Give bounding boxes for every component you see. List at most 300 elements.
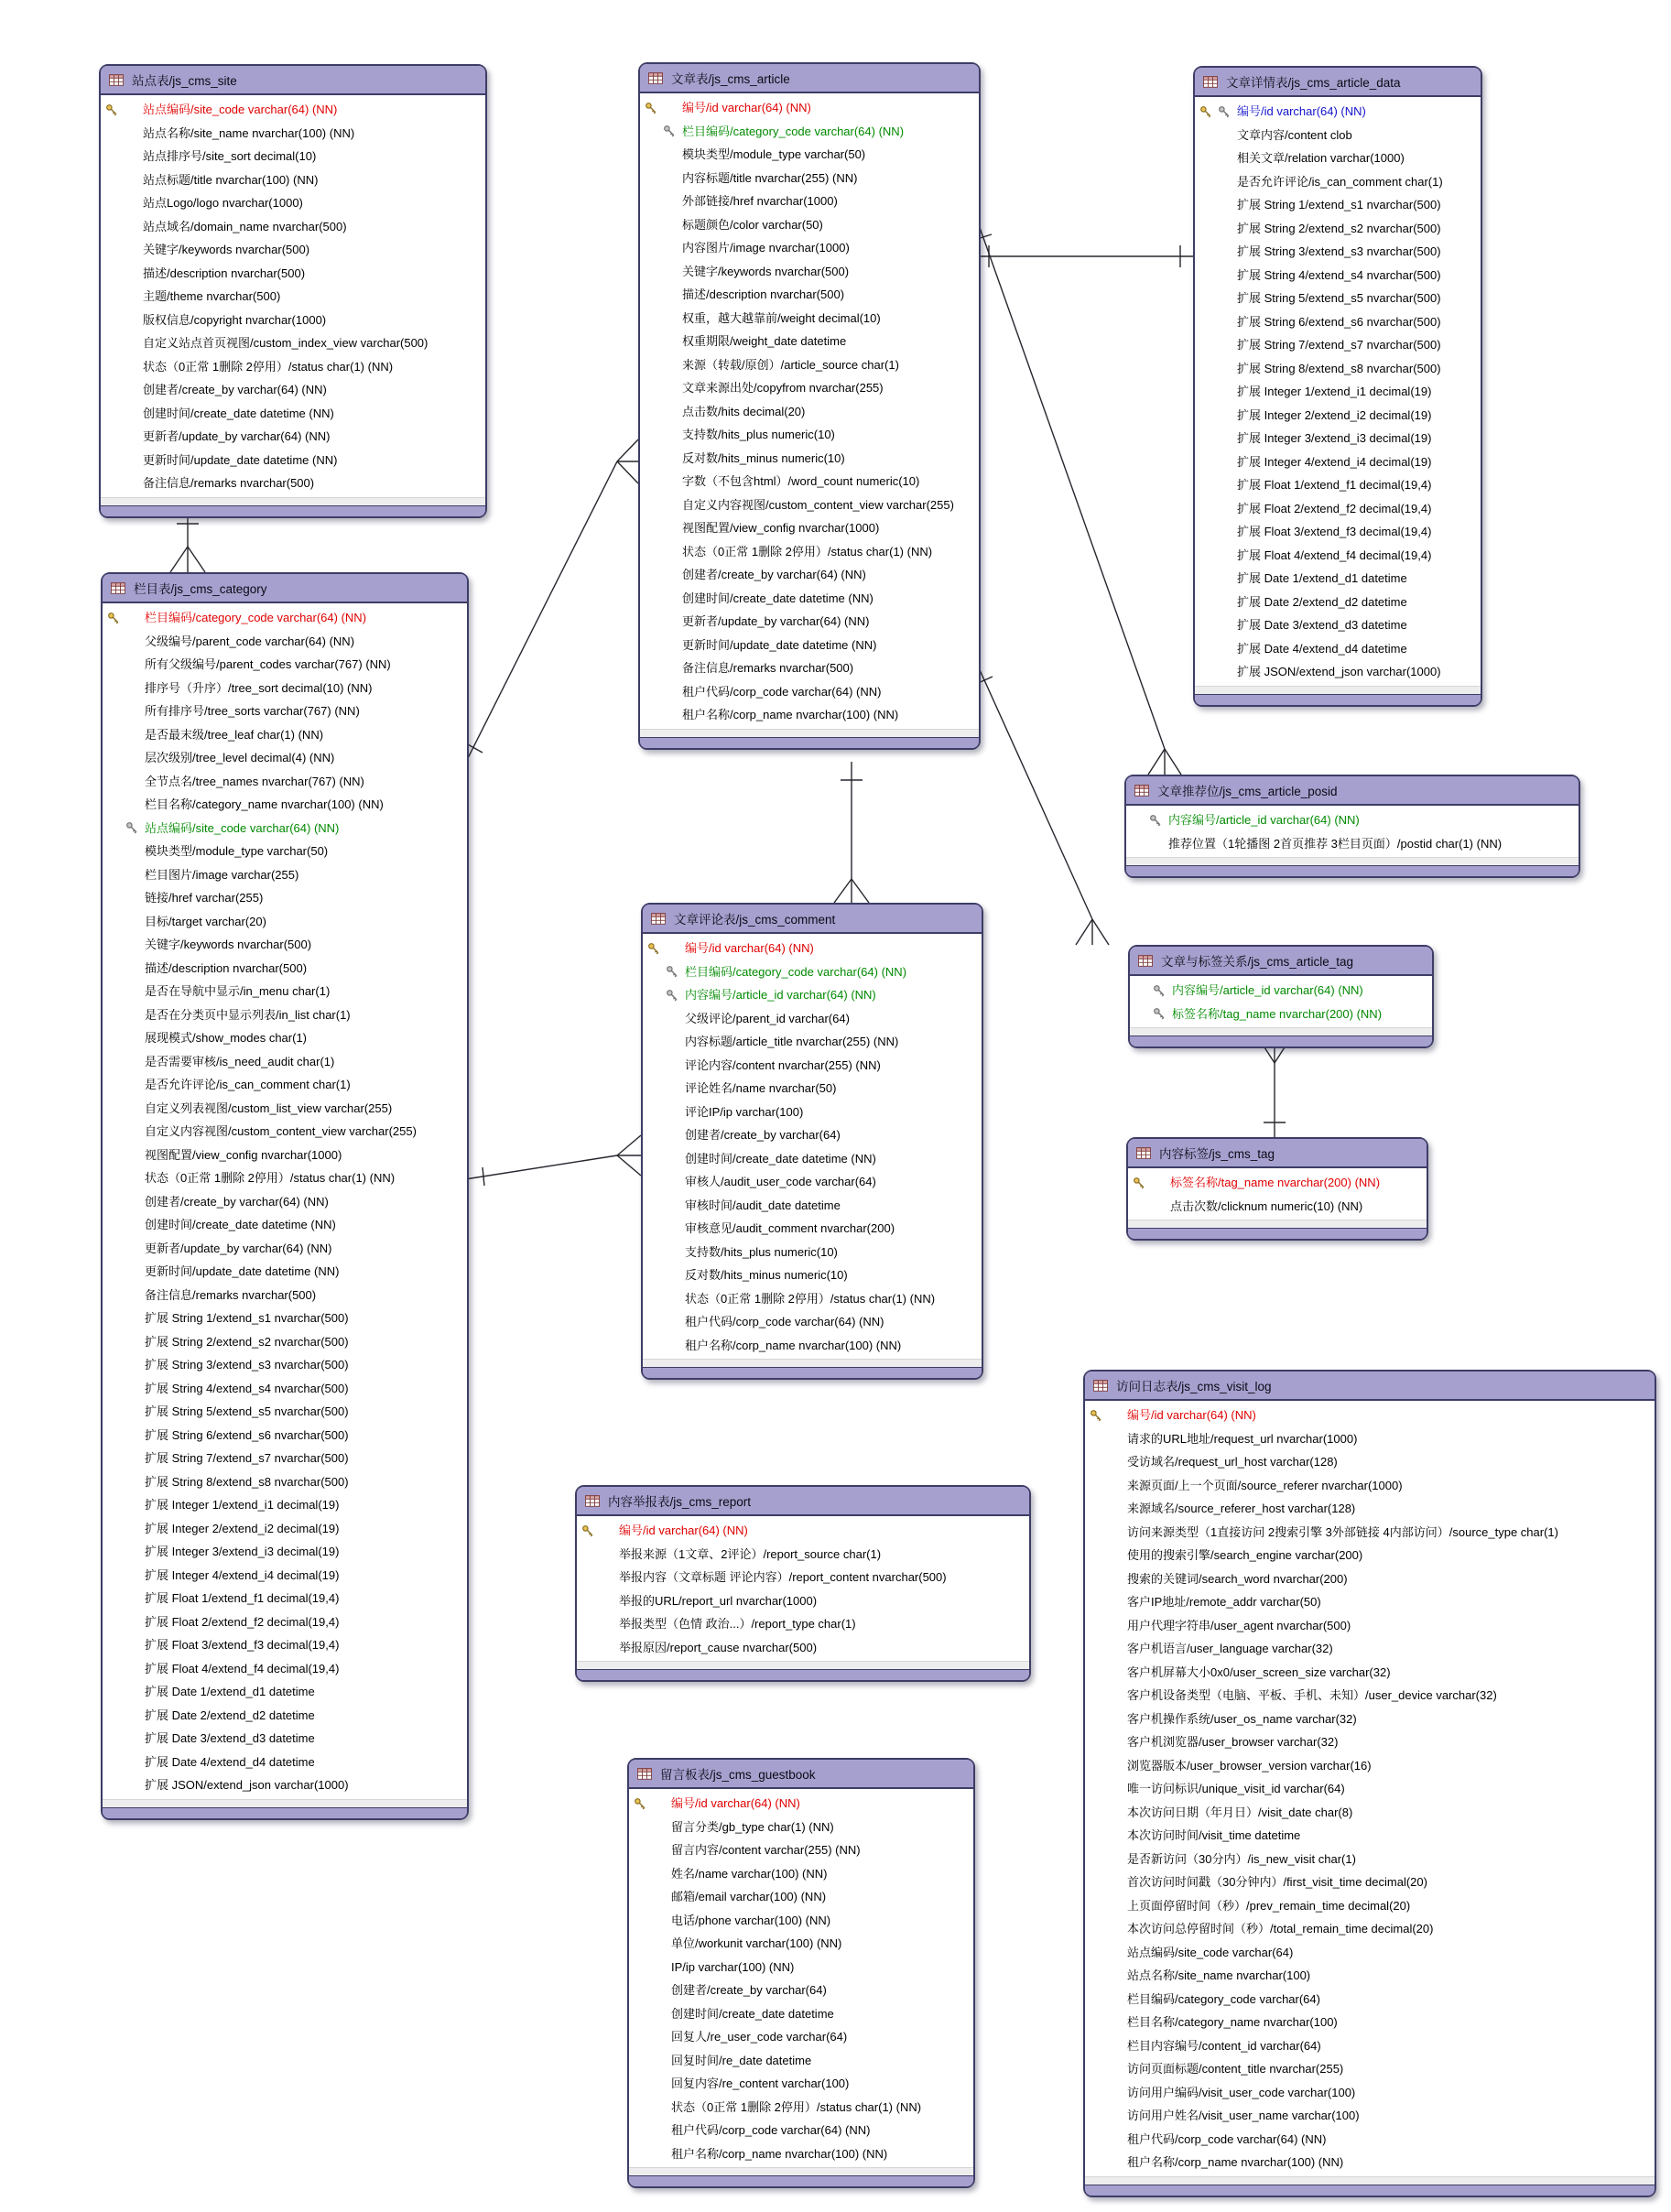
field-label: 更新者/update_by varchar(64) (NN) [682,614,870,628]
field-row[interactable] [101,449,485,472]
table-icon [109,74,124,86]
field-row[interactable] [1195,100,1481,124]
field-row[interactable] [1128,1171,1427,1195]
field-row[interactable] [103,1400,467,1424]
table-header[interactable] [1195,68,1481,97]
field-row[interactable] [1195,357,1481,381]
field-label: 扩展 String 4/extend_s4 nvarchar(500) [145,1381,349,1395]
field-row[interactable] [103,1144,467,1167]
field-row[interactable] [643,1054,982,1078]
field-row[interactable] [1085,1917,1655,1941]
field-label: 编号/id varchar(64) (NN) [682,101,811,114]
field-key-slot [1195,591,1237,614]
field-row[interactable] [1085,1497,1655,1521]
field-row[interactable] [103,1097,467,1121]
table-js_cms_guestbook[interactable] [627,1758,975,2188]
field-key-slot [629,2072,671,2096]
field-row[interactable] [1195,124,1481,147]
field-row[interactable] [629,2049,973,2073]
field-row[interactable] [103,653,467,677]
field-row[interactable] [1085,2011,1655,2034]
field-row[interactable] [1195,497,1481,521]
field-row[interactable] [640,703,979,727]
field-row[interactable] [643,1147,982,1171]
field-row[interactable] [629,1956,973,1979]
table-header[interactable] [101,66,485,95]
field-row[interactable] [1085,1894,1655,1918]
field-row[interactable] [103,1190,467,1214]
field-key-slot [643,1101,685,1124]
field-row[interactable] [1085,1567,1655,1591]
field-row[interactable] [629,2072,973,2096]
table-header[interactable] [1126,776,1579,806]
field-row[interactable] [103,630,467,654]
field-row[interactable] [640,423,979,447]
field-row[interactable] [1085,1801,1655,1825]
field-row[interactable] [1085,1988,1655,2011]
field-row[interactable] [103,840,467,863]
field-row[interactable] [643,1101,982,1124]
field-label: 扩展 String 4/extend_s4 nvarchar(500) [1237,267,1441,282]
field-row[interactable] [1195,473,1481,497]
field-key-slot [103,910,145,934]
field-row[interactable] [1085,1544,1655,1567]
field-row[interactable] [103,1377,467,1401]
field-row[interactable] [629,2096,973,2120]
field-key-slot [101,262,143,286]
field-label: 访问来源类型（1直接访问 2搜索引擎 3外部链接 4内部访问）/source_type char(1) [1127,1524,1558,1539]
field-row[interactable] [101,425,485,449]
field-row[interactable] [103,1073,467,1097]
field-row[interactable] [103,1003,467,1027]
field-label: 搜索的关键词/search_word nvarchar(200) [1127,1571,1348,1586]
field-row[interactable] [103,723,467,747]
field-row[interactable] [643,1123,982,1147]
field-key-slot [1195,217,1237,241]
field-row[interactable] [643,1287,982,1311]
field-label: 内容图片/image nvarchar(1000) [682,241,850,255]
field-row[interactable] [629,2002,973,2026]
relationship-js_cms_article-js_cms_article_tag[interactable] [976,664,1109,945]
field-label: 视图配置/view_config nvarchar(1000) [145,1147,342,1162]
field-row[interactable] [640,260,979,284]
table-header[interactable] [1128,1139,1427,1168]
field-row[interactable] [1195,193,1481,217]
field-row[interactable] [1085,1708,1655,1731]
field-row[interactable] [103,699,467,723]
field-key-slot [103,699,145,723]
field-row[interactable] [101,238,485,262]
field-row[interactable] [640,493,979,517]
field-row[interactable] [101,402,485,426]
field-row[interactable] [103,1050,467,1074]
field-row[interactable] [103,770,467,794]
field-label: 客户IP地址/remote_addr varchar(50) [1127,1595,1321,1609]
field-row[interactable] [1085,2151,1655,2174]
field-row[interactable] [1195,544,1481,568]
field-label: 客户机语言/user_language varchar(32) [1127,1642,1333,1655]
table-icon [1138,955,1153,967]
field-row[interactable] [640,540,979,564]
field-row[interactable] [103,1026,467,1050]
field-row[interactable] [1195,287,1481,310]
field-label: 状态（0正常 1删除 2停用）/status char(1) (NN) [682,544,933,558]
field-label: 扩展 Float 3/extend_f3 decimal(19,4) [145,1638,340,1652]
field-row[interactable] [103,933,467,957]
field-row[interactable] [103,1353,467,1377]
field-row[interactable] [103,1610,467,1634]
field-row[interactable] [101,122,485,146]
field-row[interactable] [1195,637,1481,661]
table-js_cms_article[interactable] [638,62,981,750]
table-header[interactable] [577,1487,1029,1516]
field-row[interactable] [1195,333,1481,357]
table-footer-bar [643,1367,982,1378]
field-row[interactable] [640,283,979,307]
field-row[interactable] [1195,427,1481,450]
field-key-slot [103,1097,145,1121]
field-row[interactable] [1195,404,1481,428]
field-row[interactable] [640,516,979,540]
field-row[interactable] [101,378,485,402]
field-row[interactable] [640,376,979,400]
field-row[interactable] [640,656,979,680]
field-row[interactable] [1195,217,1481,241]
field-row[interactable] [1126,832,1579,856]
table-title: 栏目表/js_cms_category [134,582,267,596]
field-row[interactable] [101,168,485,192]
field-row[interactable] [103,677,467,700]
field-row[interactable] [1085,1754,1655,1778]
field-row[interactable] [640,447,979,471]
field-row[interactable] [101,215,485,239]
primary-key-icon [1199,105,1212,118]
field-row[interactable] [103,1307,467,1330]
field-label: 编号/id varchar(64) (NN) [685,941,814,955]
field-row[interactable] [643,960,982,984]
field-row[interactable] [103,1587,467,1610]
field-row[interactable] [103,1284,467,1307]
field-row[interactable] [629,1838,973,1862]
table-header[interactable] [103,574,467,603]
field-label: 所有排序号/tree_sorts varchar(767) (NN) [145,704,360,718]
field-row[interactable] [1195,520,1481,544]
field-row[interactable] [643,1170,982,1194]
field-label: 扩展 String 6/extend_s6 nvarchar(500) [145,1427,349,1442]
field-label: 扩展 Integer 3/extend_i3 decimal(19) [1237,431,1432,445]
field-row[interactable] [1085,1777,1655,1801]
field-key-slot [103,1680,145,1704]
field-row[interactable] [643,1241,982,1264]
field-row[interactable] [1085,1730,1655,1754]
field-row[interactable] [1126,808,1579,832]
field-row[interactable] [103,910,467,934]
field-row[interactable] [103,1213,467,1237]
field-row[interactable] [1130,979,1432,1003]
field-row[interactable] [577,1589,1029,1613]
field-label: 视图配置/view_config nvarchar(1000) [682,521,880,535]
field-row[interactable] [629,1885,973,1909]
field-row[interactable] [103,1564,467,1588]
field-row[interactable] [577,1566,1029,1589]
field-row[interactable] [1085,2057,1655,2081]
field-row[interactable] [1085,1614,1655,1638]
field-key-slot [640,283,682,307]
table-js_cms_report[interactable] [575,1485,1031,1682]
field-row[interactable] [629,1862,973,1886]
field-key-slot [1195,333,1237,357]
field-row[interactable] [1085,1964,1655,1988]
field-key-slot [640,540,682,564]
field-row[interactable] [103,1237,467,1261]
table-header[interactable] [643,905,982,934]
field-row[interactable] [629,1932,973,1956]
field-row[interactable] [103,1517,467,1541]
field-row[interactable] [1085,1824,1655,1848]
field-row[interactable] [629,1816,973,1839]
relationship-js_cms_article-js_cms_article_data[interactable] [977,245,1193,267]
relationship-js_cms_article-js_cms_article_posid[interactable] [974,220,1181,775]
field-row[interactable] [640,120,979,144]
field-key-slot [101,238,143,262]
field-row[interactable] [101,191,485,215]
field-row[interactable] [629,2119,973,2142]
field-row[interactable] [640,236,979,260]
field-row[interactable] [103,1120,467,1144]
field-key-slot [103,1003,145,1027]
field-row[interactable] [1085,2081,1655,2105]
field-row[interactable] [1085,1870,1655,1894]
field-row[interactable] [640,167,979,190]
table-js_cms_visit_log[interactable] [1083,1370,1656,2197]
field-row[interactable] [1085,1590,1655,1614]
field-row[interactable] [1085,1637,1655,1661]
field-label: 描述/description nvarchar(500) [145,960,308,975]
field-row[interactable] [101,355,485,379]
field-row[interactable] [640,610,979,634]
field-row[interactable] [640,307,979,331]
field-row[interactable] [1195,146,1481,170]
field-row[interactable] [1085,1521,1655,1545]
table-js_cms_comment[interactable] [641,903,983,1380]
field-row[interactable] [643,983,982,1007]
field-row[interactable] [1085,1450,1655,1474]
table-footer-bar [1195,694,1481,705]
field-label: 状态（0正常 1删除 2停用）/status char(1) (NN) [685,1291,936,1306]
field-label: 扩展 Date 3/extend_d3 datetime [1237,618,1407,632]
field-row[interactable] [103,1680,467,1704]
field-key-slot [103,1377,145,1401]
field-row[interactable] [103,746,467,770]
field-label: 租户名称/corp_name nvarchar(100) (NN) [671,2146,888,2161]
field-row[interactable] [103,1424,467,1448]
field-label: 扩展 Integer 2/extend_i2 decimal(19) [1237,407,1432,422]
field-row[interactable] [101,309,485,332]
field-row[interactable] [1085,1427,1655,1451]
field-key-slot [629,2096,671,2120]
field-row[interactable] [103,1330,467,1354]
field-row[interactable] [1128,1195,1427,1219]
field-row[interactable] [1085,1684,1655,1708]
table-title: 文章与标签关系/js_cms_article_tag [1161,955,1354,969]
field-row[interactable] [1085,1474,1655,1498]
field-row[interactable] [103,606,467,630]
relationship-js_cms_category-js_cms_comment[interactable] [465,1135,641,1186]
field-row[interactable] [629,1909,973,1933]
field-row[interactable] [103,980,467,1003]
field-key-slot [103,1751,145,1774]
field-row[interactable] [103,863,467,887]
field-row[interactable] [643,1194,982,1218]
field-label: 文章内容/content clob [1237,127,1352,142]
relationship-js_cms_category-js_cms_article[interactable] [465,439,638,764]
field-row[interactable] [1195,264,1481,287]
field-row[interactable] [643,1310,982,1334]
field-key-slot [643,1263,685,1287]
field-row[interactable] [103,957,467,981]
field-row[interactable] [1195,450,1481,474]
field-label: 站点Logo/logo nvarchar(1000) [143,196,303,210]
field-row[interactable] [640,330,979,353]
field-row[interactable] [643,1007,982,1031]
table-icon [111,582,125,594]
field-key-slot [103,863,145,887]
field-row[interactable] [103,1166,467,1190]
field-row[interactable] [103,886,467,910]
table-js_cms_category[interactable] [101,572,469,1820]
field-row[interactable] [577,1543,1029,1567]
field-row[interactable] [101,285,485,309]
field-row[interactable] [1085,1848,1655,1871]
table-header[interactable] [640,64,979,93]
field-row[interactable] [640,213,979,237]
field-row[interactable] [629,1979,973,2002]
field-row[interactable] [103,1751,467,1774]
relationship-js_cms_tag-js_cms_article_tag[interactable] [1258,1037,1291,1137]
field-row[interactable] [103,1633,467,1657]
field-row[interactable] [1130,1003,1432,1026]
field-row[interactable] [640,353,979,377]
field-row[interactable] [643,1217,982,1241]
field-row[interactable] [101,145,485,168]
field-row[interactable] [103,1540,467,1564]
field-row[interactable] [643,1334,982,1358]
table-header[interactable] [629,1760,973,1789]
field-row[interactable] [1195,567,1481,591]
table-fields [629,1789,973,2167]
field-row[interactable] [1195,310,1481,334]
field-row[interactable] [103,1727,467,1751]
field-row[interactable] [103,1657,467,1681]
field-row[interactable] [629,2142,973,2166]
field-label: 展现模式/show_modes char(1) [145,1031,307,1045]
field-row[interactable] [103,1704,467,1728]
field-row[interactable] [1195,613,1481,637]
field-label: 回复人/re_user_code varchar(64) [671,2030,848,2044]
field-row[interactable] [643,1263,982,1287]
field-row[interactable] [640,470,979,493]
field-row[interactable] [629,1792,973,1816]
field-row[interactable] [1195,660,1481,684]
field-key-slot [103,1353,145,1377]
field-key-slot [101,145,143,168]
field-row[interactable] [577,1612,1029,1636]
field-row[interactable] [1085,1661,1655,1685]
table-js_cms_article_data[interactable] [1193,66,1482,707]
field-row[interactable] [101,98,485,122]
field-row[interactable] [640,587,979,611]
field-label: 扩展 Date 2/extend_d2 datetime [145,1708,315,1722]
table-header[interactable] [1130,947,1432,976]
table-js_cms_article_tag[interactable] [1128,945,1434,1048]
field-row[interactable] [103,1260,467,1284]
field-row[interactable] [1085,1941,1655,1965]
field-row[interactable] [101,331,485,355]
field-row[interactable] [643,1030,982,1054]
field-row[interactable] [103,817,467,840]
field-row[interactable] [640,634,979,657]
field-row[interactable] [101,262,485,286]
field-row[interactable] [103,1470,467,1494]
field-row[interactable] [103,793,467,817]
field-label: 评论IP/ip varchar(100) [685,1104,804,1119]
field-row[interactable] [1085,1404,1655,1427]
field-row[interactable] [640,190,979,213]
field-row[interactable] [103,1447,467,1470]
field-row[interactable] [1195,591,1481,614]
field-key-slot [640,167,682,190]
field-row[interactable] [640,96,979,120]
field-row[interactable] [577,1636,1029,1660]
field-row[interactable] [629,2025,973,2049]
field-key-slot [1195,544,1237,568]
field-key-slot [103,1400,145,1424]
relationship-js_cms_article-js_cms_comment[interactable] [834,762,869,903]
field-row[interactable] [101,472,485,495]
field-row[interactable] [1195,170,1481,194]
field-row[interactable] [643,937,982,960]
field-row[interactable] [640,680,979,704]
field-row[interactable] [643,1077,982,1101]
table-js_cms_tag[interactable] [1126,1137,1428,1241]
field-key-slot [103,1050,145,1074]
table-header[interactable] [1085,1372,1655,1401]
table-js_cms_article_posid[interactable] [1124,775,1580,878]
field-row[interactable] [1085,2128,1655,2152]
field-row[interactable] [640,143,979,167]
field-label: 扩展 Integer 4/extend_i4 decimal(19) [145,1567,340,1582]
field-row[interactable] [1195,240,1481,264]
field-row[interactable] [1085,2034,1655,2058]
field-label: 首次访问时间戳（30分钟内）/first_visit_time decimal(20) [1127,1875,1427,1889]
table-js_cms_site[interactable] [99,64,487,518]
field-row[interactable] [103,1493,467,1517]
field-row[interactable] [640,400,979,424]
field-key-slot [640,516,682,540]
field-row[interactable] [1195,380,1481,404]
field-key-slot [1195,497,1237,521]
field-key-slot [1126,808,1168,832]
field-row[interactable] [640,563,979,587]
primary-key-icon [581,1524,594,1537]
field-key-slot [1085,2034,1127,2058]
field-row[interactable] [577,1519,1029,1543]
field-key-slot [629,1885,671,1909]
field-row[interactable] [1085,2104,1655,2128]
field-key-slot [1195,613,1237,637]
field-row[interactable] [103,1773,467,1797]
field-key-slot [629,1979,671,2002]
